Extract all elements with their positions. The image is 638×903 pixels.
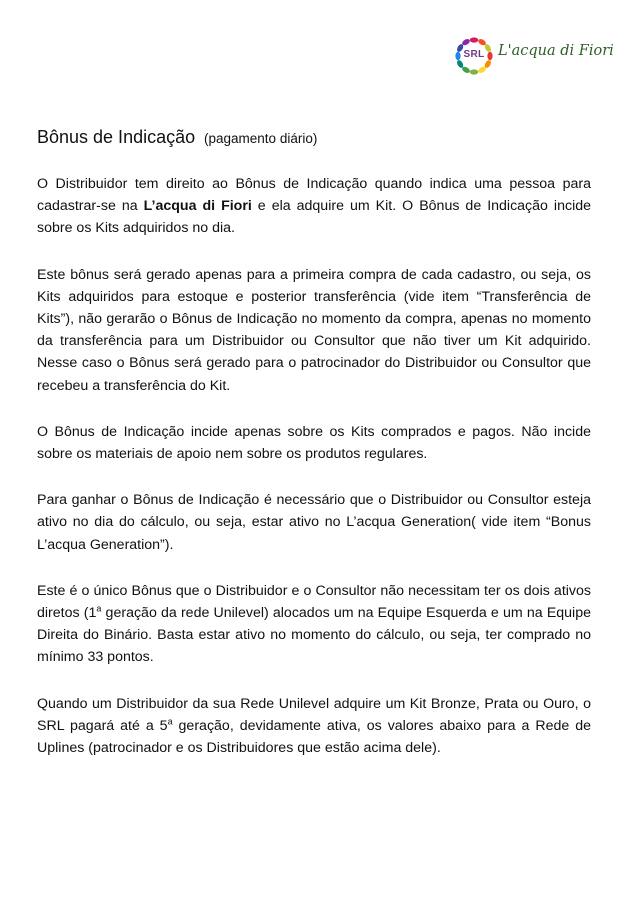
logo-petal [470, 69, 478, 74]
p5-text-b: geração da rede Unilevel) alocados um na Equipe Esquerda e um na Equipe Direita do Binário. Basta estar ativo no momento do cálculo, ou seja, ter comprado no mínimo 33 pontos. [37, 605, 591, 666]
logo-badge-text: SRL [463, 49, 485, 60]
section-title [37, 120, 591, 151]
title-main: Bônus de Indicação [37, 127, 196, 147]
paragraph-5 [37, 580, 591, 669]
p6-text-b: geração, devidamente ativa, os valores abaixo para a Rede de Uplines (patrocinador e os Distribuidores que estão acima dele). [37, 717, 591, 757]
p1-text-b: e ela adquire um Kit. O Bônus de Indicação incide sobre os Kits adquiridos no dia. [37, 198, 592, 237]
p1-text-a: O Distribuidor tem direito ao Bônus de Indicação quando indica uma pessoa para cadastrar-se na [37, 176, 591, 215]
paragraph-1 [37, 173, 591, 240]
paragraph-6 [37, 693, 591, 760]
logo-petal [470, 37, 478, 42]
brand-name-bold: L’acqua di Fiori [143, 198, 252, 215]
p6-text-a: Quando um Distribuidor da sua Rede Unilevel adquire um Kit Bronze, Prata ou Ouro, o SRL pagará até a 5 [37, 695, 591, 734]
brand-logo [446, 30, 614, 84]
title-subtitle: (pagamento diário) [204, 131, 318, 146]
paragraph-4: Para ganhar o Bônus de Indicação é necessário que o Distribuidor ou Consultor esteja ativo no dia do cálculo, ou seja, estar ativo no L’acqua Generation( vide item “Bonus L’acqua Generation”). [37, 492, 591, 553]
p5-text-a: Este é o único Bônus que o Distribuidor e o Consultor não necessitam ter os dois ativos diretos (1 [37, 582, 591, 622]
paragraph-3: O Bônus de Indicação incide apenas sobre os Kits comprados e pagos. Não incide sobre os materiais de apoio nem sobre os produtos regulares. [37, 423, 591, 463]
paragraph-2: Este bônus será gerado apenas para a primeira compra de cada cadastro, ou seja, os Kits adquiridos para estoque e posterior transferência (vide item “Transferência de Kits”), não gerarão o Bônus de Indicação no momento da compra, apenas no momento da transferência para um Distribuidor ou Consultor que não tiver um Kit adquirido. Nesse caso o Bônus será gerado para o patrocinador do Distribuidor ou Consultor que recebeu a transferência do Kit. [37, 266, 591, 394]
logo-brand-name: L'acqua di Fiori [498, 43, 614, 59]
p5-ordinal-sup: a [96, 603, 102, 614]
document-body [37, 120, 591, 783]
p6-ordinal-sup: a [167, 716, 173, 727]
